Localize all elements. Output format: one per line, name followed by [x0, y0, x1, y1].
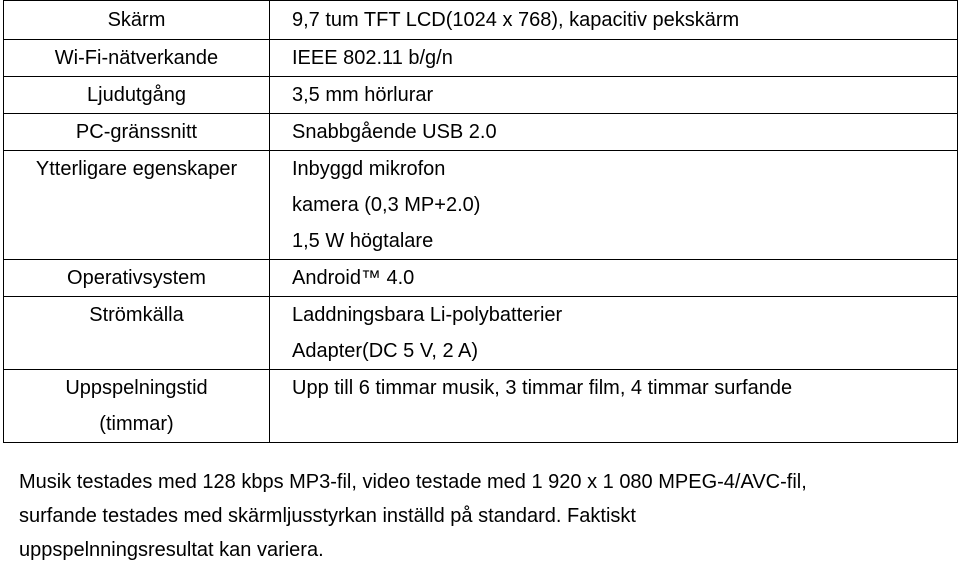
spec-row-operating-system — [4, 260, 958, 297]
spec-value: 3,5 mm hörlurar — [292, 84, 434, 106]
spec-value: Snabbgående USB 2.0 — [292, 121, 497, 143]
spec-row-pc-interface — [4, 114, 958, 151]
spec-label-spacer — [4, 223, 269, 259]
spec-value-cell — [270, 370, 958, 443]
spec-value-cell — [270, 77, 958, 114]
spec-row-additional-features — [4, 151, 958, 260]
spec-value: Upp till 6 timmar musik, 3 timmar film, 4 timmar surfande — [292, 377, 793, 399]
spec-value: Inbyggd mikrofon — [292, 158, 446, 180]
footnote-line: Musik testades med 128 kbps MP3-fil, video testade med 1 920 x 1 080 MPEG-4/AVC-fil, — [19, 471, 807, 493]
spec-row-wifi — [4, 40, 958, 77]
spec-label-cell — [4, 77, 270, 114]
spec-value: 1,5 W högtalare — [292, 230, 434, 252]
spec-value: Adapter(DC 5 V, 2 A) — [292, 340, 479, 362]
spec-label-spacer — [4, 187, 269, 223]
spec-row-playback-time — [4, 370, 958, 443]
spec-value-cell — [270, 1, 958, 40]
spec-label-cell — [4, 40, 270, 77]
spec-label: Wi-Fi-nätverkande — [54, 47, 219, 69]
spec-label: Skärm — [107, 9, 166, 31]
spec-label-cell — [4, 1, 270, 40]
spec-value: 9,7 tum TFT LCD(1024 x 768), kapacitiv pekskärm — [292, 9, 740, 31]
spec-row-display — [4, 1, 958, 40]
spec-row-audio-output — [4, 77, 958, 114]
spec-value-cell — [270, 40, 958, 77]
spec-value-cell — [270, 260, 958, 297]
footnote — [19, 465, 949, 567]
spec-label-cell — [4, 151, 270, 260]
footnote-line: uppspelnningsresultat kan variera. — [19, 539, 324, 561]
spec-value: kamera (0,3 MP+2.0) — [292, 194, 481, 216]
spec-table — [3, 0, 958, 443]
spec-label-spacer — [4, 333, 269, 369]
spec-value: Android™ 4.0 — [292, 267, 415, 289]
spec-row-power-source — [4, 297, 958, 370]
spec-label-cell — [4, 260, 270, 297]
spec-value-spacer — [292, 406, 957, 442]
spec-value-cell — [270, 151, 958, 260]
spec-label: Operativsystem — [67, 267, 206, 289]
spec-value-cell — [270, 114, 958, 151]
spec-value: Laddningsbara Li-polybatterier — [292, 304, 563, 326]
spec-label-cell — [4, 370, 270, 443]
spec-label: Ytterligare egenskaper — [35, 158, 238, 180]
spec-label: Strömkälla — [89, 304, 184, 326]
spec-value: IEEE 802.11 b/g/n — [292, 47, 453, 69]
spec-label: PC-gränssnitt — [75, 121, 198, 143]
spec-label-cell — [4, 297, 270, 370]
spec-label: Ljudutgång — [87, 84, 186, 106]
spec-label: (timmar) — [99, 413, 174, 435]
footnote-line: surfande testades med skärmljusstyrkan inställd på standard. Faktiskt — [19, 505, 636, 527]
spec-label-cell — [4, 114, 270, 151]
spec-label: Uppspelningstid — [65, 377, 208, 399]
spec-value-cell — [270, 297, 958, 370]
